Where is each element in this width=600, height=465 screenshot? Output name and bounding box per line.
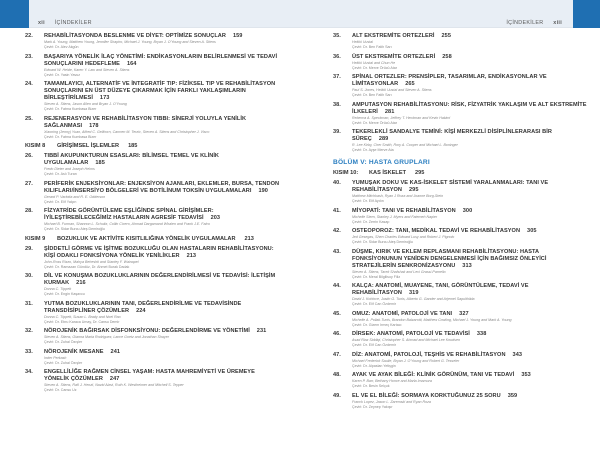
chapter-title[interactable] [44,349,280,356]
chapter-page: 327 [459,310,469,317]
header-band-shadow [300,27,600,28]
chapter-number: 30. [25,273,33,280]
chapter-authors: Xiaoning (Jenny) Yuan, Alfred C. Gellhorn, Carmen M. Terzic, Steven A. Stiens and Christopher J. Visco [44,129,210,134]
chapter-page: 359 [507,392,518,399]
chapter-page: 313 [462,262,472,269]
chapter-page: 159 [232,33,243,39]
chapter-title-text: EL VE EL BİLEĞİ: SORMAYA KORKTUĞUNUZ 25 SORU [352,392,501,399]
chapter-authors: Michelle A. Poliak-Tunis, Brandon Balzarotti, Matthew Cowling, Michael J. Young and Mark A. Young [352,317,512,322]
chapter-title-text: FİZYATRİDE GÖRÜNTÜLEME EŞLİĞİNDE SPİNAL GİRİŞİMLER: İYİLEŞTİREBİLECEĞİMİZ HASTALARIN AGRESİF TEDAVİSİ [44,208,214,221]
toc-entry[interactable] [25,153,280,177]
part-title: GİRİŞİMSEL İŞLEMLER [57,143,120,149]
toc-entry[interactable] [25,33,280,50]
page-number: xiii [553,20,562,26]
chapter-translator: Çeviri: Dr. Elif Can Özdemir [352,343,396,347]
chapter-page: 255 [441,33,451,39]
entry-body [44,273,280,297]
chapter-authors: Gerard P. Varlotta and R. E. Odderson [44,194,106,199]
chapter-title-text: AMPUTASYON REHABİLİTASYONU: RİSK, FİZYATRİK YAKLAŞIM VE ALT EKSTREMİTE İLKELERİ [352,101,587,115]
entry-body [352,129,588,153]
toc-entry[interactable] [333,352,588,369]
chapter-number: 43. [333,248,341,255]
chapter-number: 38. [333,101,341,108]
entry-body [44,349,280,366]
toc-entry[interactable] [25,208,280,232]
chapter-title-text: YUMUŞAK DOKU VE KAS-İSKELET SİSTEMİ YARALANMALARI: TANI VE REHABİLİTASYON [352,180,549,193]
chapter-authors: Michael B. Furman, Shannon L. Schultz, Collin Cicero, Ahmad Dargamand Whalen and Frank J.E. Falco [44,222,211,226]
chapter-number: 44. [333,283,341,290]
entry-body [352,372,588,389]
entry-body [352,102,588,126]
part-label: KISIM 9 [25,235,46,242]
entry-body [44,369,280,393]
part-title: BOZUKLUK VE AKTİVİTE KISITLILIĞINA YÖNELİK UYGULAMALAR [57,235,236,242]
chapter-number: 31. [25,300,33,307]
chapter-title-text: MİYOPATİ: TANI VE REHABİLİTASYON [352,207,456,214]
entry-body [352,74,588,98]
chapter-translator: Çeviri: Dr. Zeynep Yakışır [352,404,393,409]
chapter-title-text: ÜST EKSTREMİTE ORTEZLERİ [352,53,436,60]
chapter-title[interactable] [352,228,588,235]
entry-body [352,180,588,204]
chapter-number: 48. [333,372,341,379]
chapter-translator: Çeviri: Dr. Alpaslan Yetişgin [352,363,396,368]
entry-body [352,208,588,225]
chapter-title[interactable] [352,311,588,318]
chapter-title[interactable] [352,129,588,143]
chapter-authors: Asad Riaz Siddiqi, Christopher S. Ahmad and Michael Lee Knudsen [352,338,460,342]
chapter-title-text: ŞİDDETLİ GÖRME VE İŞİTME BOZUKLUĞU OLAN HASTALARIN REHABİLİTASYONU: KİŞİ ODAKLI FONKSİYONA YÖNELİK YENİLİKLER [44,245,274,259]
chapter-authors: R. Lee Kirby, Cher Smith, Rory A. Cooper and Michael L. Boninger [352,143,458,147]
chapter-translator: Çeviri: Dr. Merve Örücü Atar [352,120,397,125]
chapter-authors: David J. Kohlove, Justin G. Tunis, Alberto G. Gander and Arjemel Sapulthiida [352,297,475,301]
entry-body [352,331,588,348]
chapter-number: 42. [333,228,341,235]
chapter-number: 34. [25,369,33,376]
chapter-translator: Çeviri: Dr. Zuhal Özışler [44,340,83,344]
chapter-title-text: YUTMA BOZUKLUKLARININ TANI, DEĞERLENDİRİLME VE TEDAVİSİNDE TRANSDİSİPLİNER ÇÖZÜMLER [44,300,242,314]
entry-body [44,246,280,270]
entry-body [352,33,588,50]
chapter-page: 241 [110,348,121,355]
chapter-number: 45. [333,310,341,317]
section-heading: BÖLÜM V: HASTA GRUPLARI [333,159,430,166]
chapter-authors: Jed Gesegas, Shen Charles Edward Lusy and Robert J. Pignolo [352,235,455,239]
toc-entry[interactable] [25,116,280,140]
chapter-title[interactable] [44,81,280,102]
chapter-authors: Steven A. Stiens, Gianna Maria Rodriguez, Lance Goetz and Jonathan Shayer [44,335,169,339]
part-label: KISIM 8 [25,143,46,149]
chapter-authors: Matthew Mitchkash, Ryan J Roza and Joanne Borg-Stein [352,194,444,198]
toc-entry[interactable] [25,81,280,112]
chapter-title[interactable] [352,372,588,379]
toc-entry[interactable] [333,228,588,245]
chapter-title-text: AYAK VE AYAK BİLEĞİ: KLİNİK GÖRÜNÜM, TANI VE TEDAVİ [352,372,515,378]
chapter-translator: Çeviri: Dr. Merve Örücü Atar [352,65,397,70]
chapter-number: 35. [333,33,341,40]
chapter-title-text: DİZ: ANATOMİ, PATOLOJİ, TEŞHİS VE REHABİLİTASYON [352,351,506,358]
chapter-title[interactable] [352,352,588,359]
chapter-page: 213 [186,252,197,259]
chapter-authors: Michelle Stern, Stanley J. Myers and Fatemeh Napier [352,214,438,219]
chapter-translator: Çeviri: Dr. Besin Selçuk [352,384,390,388]
page-tab-marker [0,0,29,28]
chapter-page: 224 [136,307,146,314]
toc-entry[interactable] [333,102,588,126]
chapter-title[interactable] [352,180,588,194]
chapter-number: 25. [25,115,33,122]
chapter-authors: Rebecca A. Speckman, Jeffrey T. Heckman and Kevin Hakimi [352,115,451,120]
chapter-number: 39. [333,129,341,136]
chapter-page: 319 [409,290,419,296]
chapter-title[interactable] [44,116,280,130]
entry-body [44,301,280,325]
chapter-translator: Çeviri: Dr. Sidar Burcu Ateş Demiroğlu [44,227,105,231]
part-title: KAS İSKELET [369,170,406,176]
chapter-number: 32. [25,328,33,335]
running-header-label: İÇİNDEKİLER [54,20,92,26]
chapter-page: 305 [527,228,537,234]
entry-body [352,249,588,280]
chapter-title[interactable] [44,33,280,40]
chapter-title[interactable] [44,153,280,167]
chapter-translator: Çeviri: Dr. Fatma Kumbasa Bizer [44,134,97,139]
chapter-title-text: TIBBİ AKUPUNKTURUN ESASLARI: BİLİMSEL TEMEL VE KLİNİK UYGULAMALAR [44,153,220,166]
chapter-title[interactable] [44,208,280,222]
chapter-authors: Donna C. Tippett [44,287,72,291]
chapter-title[interactable] [44,328,280,335]
chapter-translator: Çeviri: Dr. Gizem Irmeç Kartacı [352,322,402,327]
toc-entry[interactable] [333,311,588,328]
chapter-translator: Çeviri: Dr. Ben Fatih Sarı [352,45,392,49]
toc-entry[interactable] [333,208,588,225]
chapter-translator: Çeviri: Dr. Meral Bilgilisoy Filiz [352,274,401,279]
chapter-title-text: KALÇA: ANATOMİ, MUAYENE, TANI, GÖRÜNTÜLEME, TEDAVİ VE REHABİLİTASYON [352,283,529,296]
chapter-title-text: SPİNAL ORTEZLER: PRENSİPLER, TASARIMLAR, ENDİKASYONLAR VE LİMİTASYONLAR [352,74,547,87]
chapter-translator: Çeviri: Dr. Ben Fatih Sarı [352,93,392,97]
chapter-title-text: ENGELLİLİĞE RAĞMEN CİNSEL YAŞAM: HASTA MAHREMİYETİ VE ÜREMEYE YÖNELİK ÇÖZÜMLER [44,369,255,382]
chapter-translator: Çeviri: Dr. Ayşe Merve Ata [352,148,394,152]
chapter-authors: Steven A. Stiens, Rafi J. Heruti, Navid Alavi, Ruth K. Westheimer and Mitchell S. Tepper [44,383,184,387]
entry-body [44,54,280,78]
chapter-title-text: NÖROJENİK BAĞIRSAK DİSFONKSİYONU: DEĞERLENDİRME VE YÖNETİMİ [44,328,250,334]
chapter-title[interactable] [352,208,588,215]
chapter-translator: Çeviri: Dr. Elif Aydın [352,199,384,203]
chapter-title[interactable] [352,102,588,116]
chapter-authors: Franck Lopez, Jason L. Zaremski and Ryan Roza [352,399,431,404]
chapter-page: 289 [378,136,389,142]
chapter-page: 343 [512,351,523,358]
chapter-translator: Çeviri: Dr. Cansu Uz [44,388,77,392]
chapter-translator: Çeviri: Dr. Alev Akgün [44,45,79,49]
toc-entry[interactable] [333,129,588,153]
running-header [506,20,570,26]
chapter-title[interactable] [352,74,588,88]
chapter-authors: Donna C. Tippett, Susan L. Brady and Noel Rao [44,314,121,319]
part-page: 213 [244,235,254,242]
chapter-page: 258 [442,53,452,60]
toc-entry[interactable] [333,372,588,389]
chapter-title-text: DİL VE KONUŞMA BOZUKLUKLARININ DEĞERLENDİRİLMESİ VE TEDAVİSİ: İLETİŞİM KURMAK [44,273,276,286]
chapter-page: 353 [521,372,531,378]
chapter-authors: Inder Perkash [44,355,67,360]
chapter-title[interactable] [44,301,280,315]
chapter-number: 29. [25,245,33,252]
entry-body [44,328,280,345]
chapter-translator: Çeviri: Dr. Sidar Burcu Ateş Demiroğlu [352,240,413,244]
toc-entry[interactable] [25,273,280,297]
chapter-authors: Karen P. Barr, Bethany Honce and Marla Imamura [352,379,432,383]
chapter-authors: John-Ross Rizzo, Mahya Beheshti and Stanley F. Wainapel [44,259,139,264]
chapter-authors: Mark A. Young, Matthew Young, Jennifer Shapiro, Michael J. Young, Bryan J. O'Young and Steven A. Stiens [44,40,216,44]
chapter-title[interactable] [44,369,280,383]
toc-entry[interactable] [25,246,280,270]
toc-left [25,33,280,397]
chapter-number: 27. [25,180,33,187]
chapter-page: 281 [384,108,395,115]
chapter-number: 22. [25,33,33,40]
entry-body [352,393,588,410]
chapter-translator: Çeviri: Dr. Ebru Karaca Umay, Dr. Cansu Demir [44,319,120,324]
chapter-title-text: OSTEOPOROZ: TANI, MEDİKAL TEDAVİ VE REHABİLİTASYON [352,228,521,234]
chapter-page: 247 [109,376,120,382]
entry-body [44,181,280,205]
chapter-translator: Çeviri: Dr. Ramazan Gündüz, Dr. Ahmet Burak Dadak [44,264,130,269]
chapter-number: 49. [333,392,341,399]
chapter-authors: Edward W. Heide, Karen Y. Law and Steven A. Stiens [44,67,130,72]
toc-entry[interactable] [25,349,280,366]
toc-entry[interactable] [333,249,588,280]
chapter-page: 190 [258,187,268,194]
chapter-title-text: BAŞARIYA YÖNELİK İLAÇ YÖNETİMİ: ENDİKASYONLARIN BELİRLENMESİ VE TEDAVİ SONUÇLARINI HEDEFLEME [44,53,278,67]
toc-entry[interactable] [333,180,588,204]
chapter-number: 37. [333,74,341,81]
chapter-title-text: OMUZ: ANATOMİ, PATOLOJİ VE TANI [352,310,453,317]
toc-entry[interactable] [25,54,280,78]
part-label: KISIM 10: [333,170,359,176]
part-heading-8 [25,143,280,149]
chapter-title-text: NÖROJENİK MESANE [44,348,104,355]
chapter-translator: Çeviri: Dr. Fatma Kumbasa Bizer [44,107,97,111]
chapter-title-text: DÜŞME, KIRIK VE EKLEM REPLASMANI REHABİLİTASYONU: HASTA FONKSİYONUNUN YENİDEN DENGELENMESİ İÇİN BAĞIMSIZ ÖNLEYİCİ STRATEJİLERİN SENKRONİZASYONU [352,248,547,269]
chapter-page: 265 [405,81,415,87]
chapter-title-text: DİRSEK: ANATOMİ, PATOLOJİ VE TEDAVİSİ [352,331,470,337]
chapter-title-text: TAMAMLAYICI, ALTERNATİF VE İNTEGRATİF TIP: FİZİKSEL TIP VE REHABİLİTASYON SONUÇLARINI EN ÜST DÜZEYE ÇIKARMAK İÇİN FARKLI YAKLAŞIMLARIN BİRLEŞTİRİLMESİ [44,81,276,101]
toc-entry[interactable] [333,283,588,307]
header-band-shadow [0,27,300,28]
toc-entry[interactable] [333,331,588,348]
chapter-title[interactable] [44,54,280,68]
entry-body [352,228,588,245]
toc-entry[interactable] [333,393,588,410]
chapter-authors: Paul S. Jones, Heikki Uustal and Steven A. Stiens [352,88,432,92]
toc-right [333,33,588,413]
entry-body [44,33,280,50]
toc-entry[interactable] [333,54,588,71]
toc-entry[interactable] [25,328,280,345]
chapter-title[interactable] [352,331,588,338]
chapter-number: 26. [25,153,33,160]
chapter-page: 216 [76,280,86,286]
chapter-number: 33. [25,348,33,355]
chapter-translator: Çeviri: Dr. Yasin Yavuz [44,72,81,77]
chapter-title[interactable] [352,393,588,400]
chapter-authors: Steven A. Stiens, Jason Allen and Bryan J. O'Young [44,102,127,106]
part-heading-10 [333,170,588,176]
chapter-number: 47. [333,351,341,358]
entry-body [44,116,280,140]
chapter-page: 338 [476,331,487,337]
entry-body [44,81,280,112]
chapter-number: 40. [333,180,341,187]
chapter-translator: Çeviri: Dr. Elif Can Özdemir [352,302,396,306]
chapter-number: 36. [333,53,341,60]
chapter-number: 24. [25,81,33,88]
toc-entry[interactable] [25,181,280,205]
toc-entry[interactable] [333,74,588,98]
chapter-page: 231 [256,328,267,334]
chapter-authors: Fredo Dieter and Joseph Helms [44,167,95,171]
toc-entry[interactable] [25,369,280,393]
part-page: 185 [128,143,138,149]
chapter-title[interactable] [44,246,280,260]
toc-entry[interactable] [25,301,280,325]
chapter-translator: Çeviri: Dr. Elif Yalçın [44,199,77,204]
chapter-page: 300 [462,207,473,214]
running-header-label: İÇİNDEKİLER [506,20,544,26]
chapter-number: 46. [333,331,341,338]
chapter-title[interactable] [352,33,588,40]
chapter-title-text: TEKERLEKLİ SANDALYE TEMİNİ: KİŞİ MERKEZLİ DİSİPLİNLERARASI BİR SÜREÇ [352,129,552,142]
chapter-page: 295 [409,187,419,193]
chapter-translator: Çeviri: Dr. Engin Kaşavcu [44,292,85,296]
chapter-title-text: REJENERASYON VE REHABİLİTASYON TIBBI: SİNERJİ YOLUYLA YENİLİK SAĞLANMASI [44,115,247,129]
chapter-title[interactable] [44,181,280,195]
entry-body [44,208,280,232]
part-heading-9 [25,236,280,242]
chapter-title[interactable] [352,283,588,297]
chapter-number: 28. [25,208,33,215]
page-number: xii [38,20,45,26]
entry-body [352,352,588,369]
chapter-authors: Heikki Uustal and Chun He [352,60,396,65]
entry-body [352,283,588,307]
chapter-title-text: REHABİLİTASYONDA BESLENME VE DİYET: OPTİMİZE SONUÇLAR [44,33,226,39]
chapter-title[interactable] [352,249,588,270]
chapter-translator: Çeviri: Dr. Aslı Turan [44,172,77,176]
chapter-page: 173 [99,95,110,101]
chapter-page: 185 [95,160,105,166]
entry-body [44,153,280,177]
part-page: 295 [415,170,425,176]
chapter-translator: Çeviri: Dr. Zuhal Özışler [44,360,83,365]
chapter-title[interactable] [352,54,588,61]
chapter-number: 23. [25,53,33,60]
chapter-page: 164 [126,60,137,67]
chapter-authors: Steven A. Stiens, Tarek Shafshak and Levi Grassi-Parnello [352,269,446,274]
chapter-translator: Çeviri: Dr. Zerrin Kasap [352,219,390,224]
chapter-page: 203 [210,215,221,221]
chapter-authors: Michael Frederick Saulle, Bryan J. O'Young and Robert G. Tesseler [352,358,460,363]
toc-entry[interactable] [333,33,588,50]
chapter-authors: Heikki Uustal [352,40,373,44]
entry-body [352,311,588,328]
running-header [30,20,92,26]
entry-body [352,54,588,71]
page-tab-marker [573,0,600,28]
right-page [300,0,600,465]
chapter-title-text: PERİFERİK ENJEKSİYONLAR: ENJEKSİYON AJANLARI, EKLEMLER, BURSA, TENDON KILIFLARI/İNSERSİYO BÖLGELERİ VE BOTİLİNUM TOKSİN UYGULAMALARI [44,180,280,194]
chapter-title[interactable] [44,273,280,287]
chapter-number: 41. [333,207,341,214]
chapter-title-text: ALT EKSTREMİTE ORTEZLERİ [352,33,435,39]
chapter-page: 178 [89,122,99,129]
